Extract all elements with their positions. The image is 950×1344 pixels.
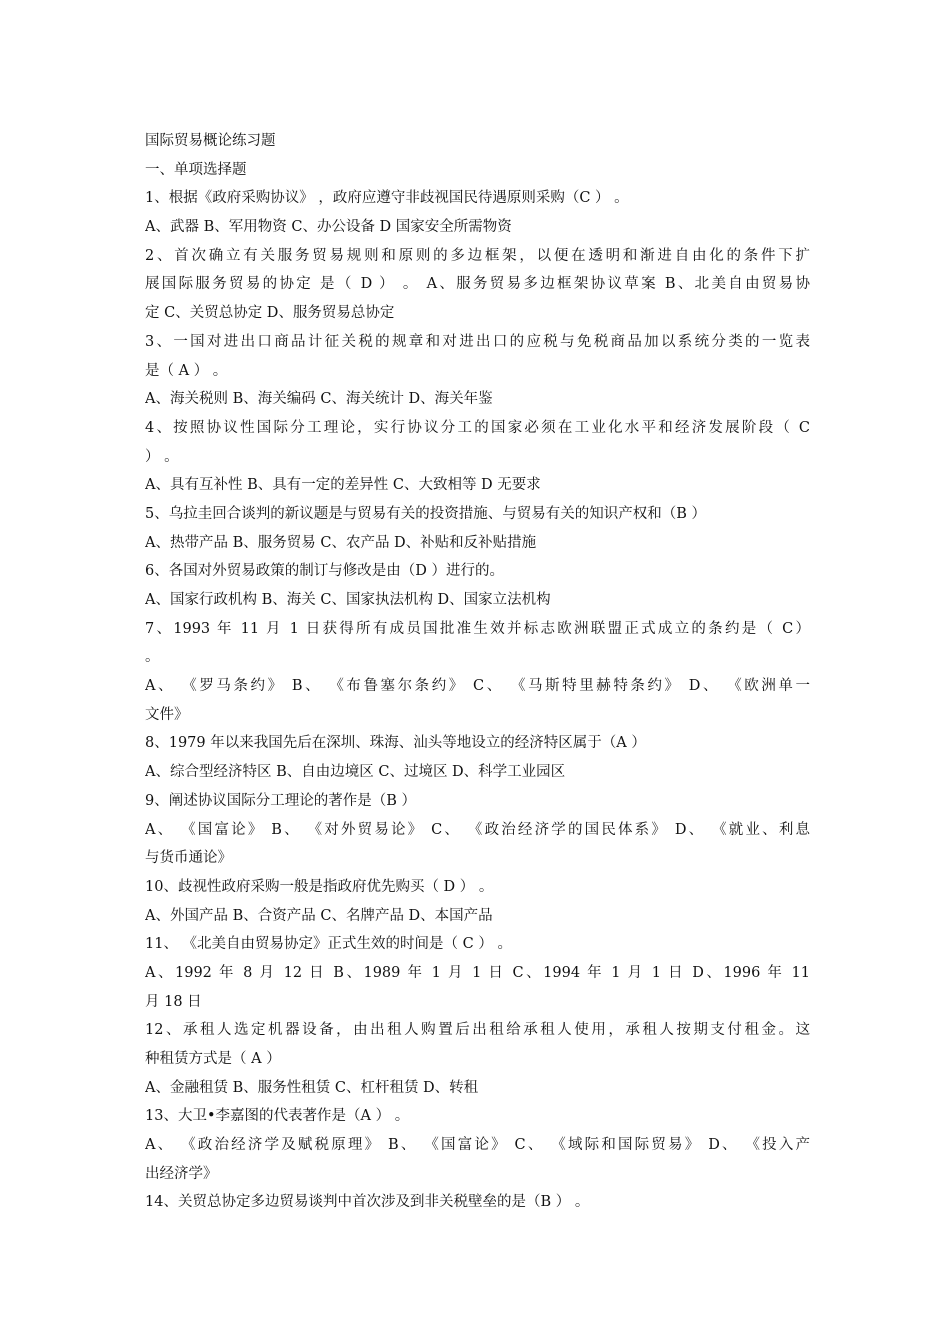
text-line: 3、一国对进出口商品计征关税的规章和对进出口的应税与免税商品加以系统分类的一览表 <box>145 333 810 350</box>
text-line: 7、1993 年 11 月 1 日获得所有成员国批准生效并标志欧洲联盟正式成立的条约是（ C） <box>145 620 810 637</box>
text-line: A、金融租赁 B、服务性租赁 C、杠杆租赁 D、转租 <box>145 1079 479 1096</box>
text-line: 定 C、关贸总协定 D、服务贸易总协定 <box>145 305 395 322</box>
text-line: 。 <box>145 649 160 666</box>
text-line: 展国际服务贸易的协定 是（ D ） 。 A、服务贸易多边框架协议草案 B、北美自由贸易协 <box>145 276 810 293</box>
text-line: A、热带产品 B、服务贸易 C、农产品 D、补贴和反补贴措施 <box>145 534 537 551</box>
text-line: 2、首次确立有关服务贸易规则和原则的多边框架，以便在透明和渐进自由化的条件下扩 <box>145 247 810 264</box>
text-line: A、1992 年 8 月 12 日 B、1989 年 1 月 1 日 C、1994 年 1 月 1 日 D、1996 年 11 <box>145 964 810 981</box>
text-line: A、 《政治经济学及赋税原理》 B、 《国富论》 C、 《域际和国际贸易》 D、 《投入产 <box>145 1137 810 1154</box>
document-page <box>145 127 810 1217</box>
text-line: A、具有互补性 B、具有一定的差异性 C、大致相等 D 无要求 <box>145 477 541 494</box>
text-line: A、国家行政机构 B、海关 C、国家执法机构 D、国家立法机构 <box>145 592 551 608</box>
text-line: 4、按照协议性国际分工理论，实行协议分工的国家必须在工业化水平和经济发展阶段（ C <box>145 419 810 436</box>
text-line: 9、阐述协议国际分工理论的著作是（B ） <box>145 792 416 809</box>
text-line: 月 18 日 <box>145 993 202 1010</box>
text-line: 出经济学》 <box>145 1165 218 1182</box>
text-line: 文件》 <box>145 706 189 723</box>
text-line: A、 《罗马条约》 B、 《布鲁塞尔条约》 C、 《马斯特里赫特条约》 D、 《欧洲单一 <box>145 678 810 695</box>
document-title: 国际贸易概论练习题 <box>145 133 276 149</box>
text-line: 6、各国对外贸易政策的制订与修改是由（D ）进行的。 <box>145 563 504 580</box>
text-line: 8、1979 年以来我国先后在深圳、珠海、汕头等地设立的经济特区属于（A ） <box>145 735 646 752</box>
text-line: 与货币通论》 <box>145 850 232 867</box>
text-line: 种租赁方式是（ A ） <box>145 1051 281 1067</box>
text-line: 1、根据《政府采购协议》 ，政府应遵守非歧视国民待遇原则采购（C ） 。 <box>145 190 629 207</box>
text-line: A、海关税则 B、海关编码 C、海关统计 D、海关年鉴 <box>145 391 493 408</box>
text-line: 10、歧视性政府采购一般是指政府优先购买（ D ） 。 <box>145 878 494 895</box>
text-line: 14、关贸总协定多边贸易谈判中首次涉及到非关税壁垒的是（B ） 。 <box>145 1194 590 1211</box>
text-line: A、 《国富论》 B、 《对外贸易论》 C、 《政治经济学的国民体系》 D、 《就业、利息 <box>145 821 810 838</box>
text-line: A、武器 B、军用物资 C、办公设备 D 国家安全所需物资 <box>145 219 512 236</box>
text-line: A、外国产品 B、合资产品 C、名牌产品 D、本国产品 <box>145 907 493 924</box>
text-line: 13、大卫•李嘉图的代表著作是（A ） 。 <box>145 1108 410 1125</box>
section-heading: 一、单项选择题 <box>145 161 247 178</box>
text-line: 12、承租人选定机器设备，由出租人购置后出租给承租人使用，承租人按期支付租金。这 <box>145 1022 810 1039</box>
text-line: 是（ A ） 。 <box>145 362 228 379</box>
text-line: 11、 《北美自由贸易协定》正式生效的时间是（ C ） 。 <box>145 936 512 953</box>
text-line: 5、乌拉圭回合谈判的新议题是与贸易有关的投资措施、与贸易有关的知识产权和（B ） <box>145 505 706 522</box>
text-line: ） 。 <box>145 448 179 465</box>
text-line: A、综合型经济特区 B、自由边境区 C、过境区 D、科学工业园区 <box>145 764 566 781</box>
